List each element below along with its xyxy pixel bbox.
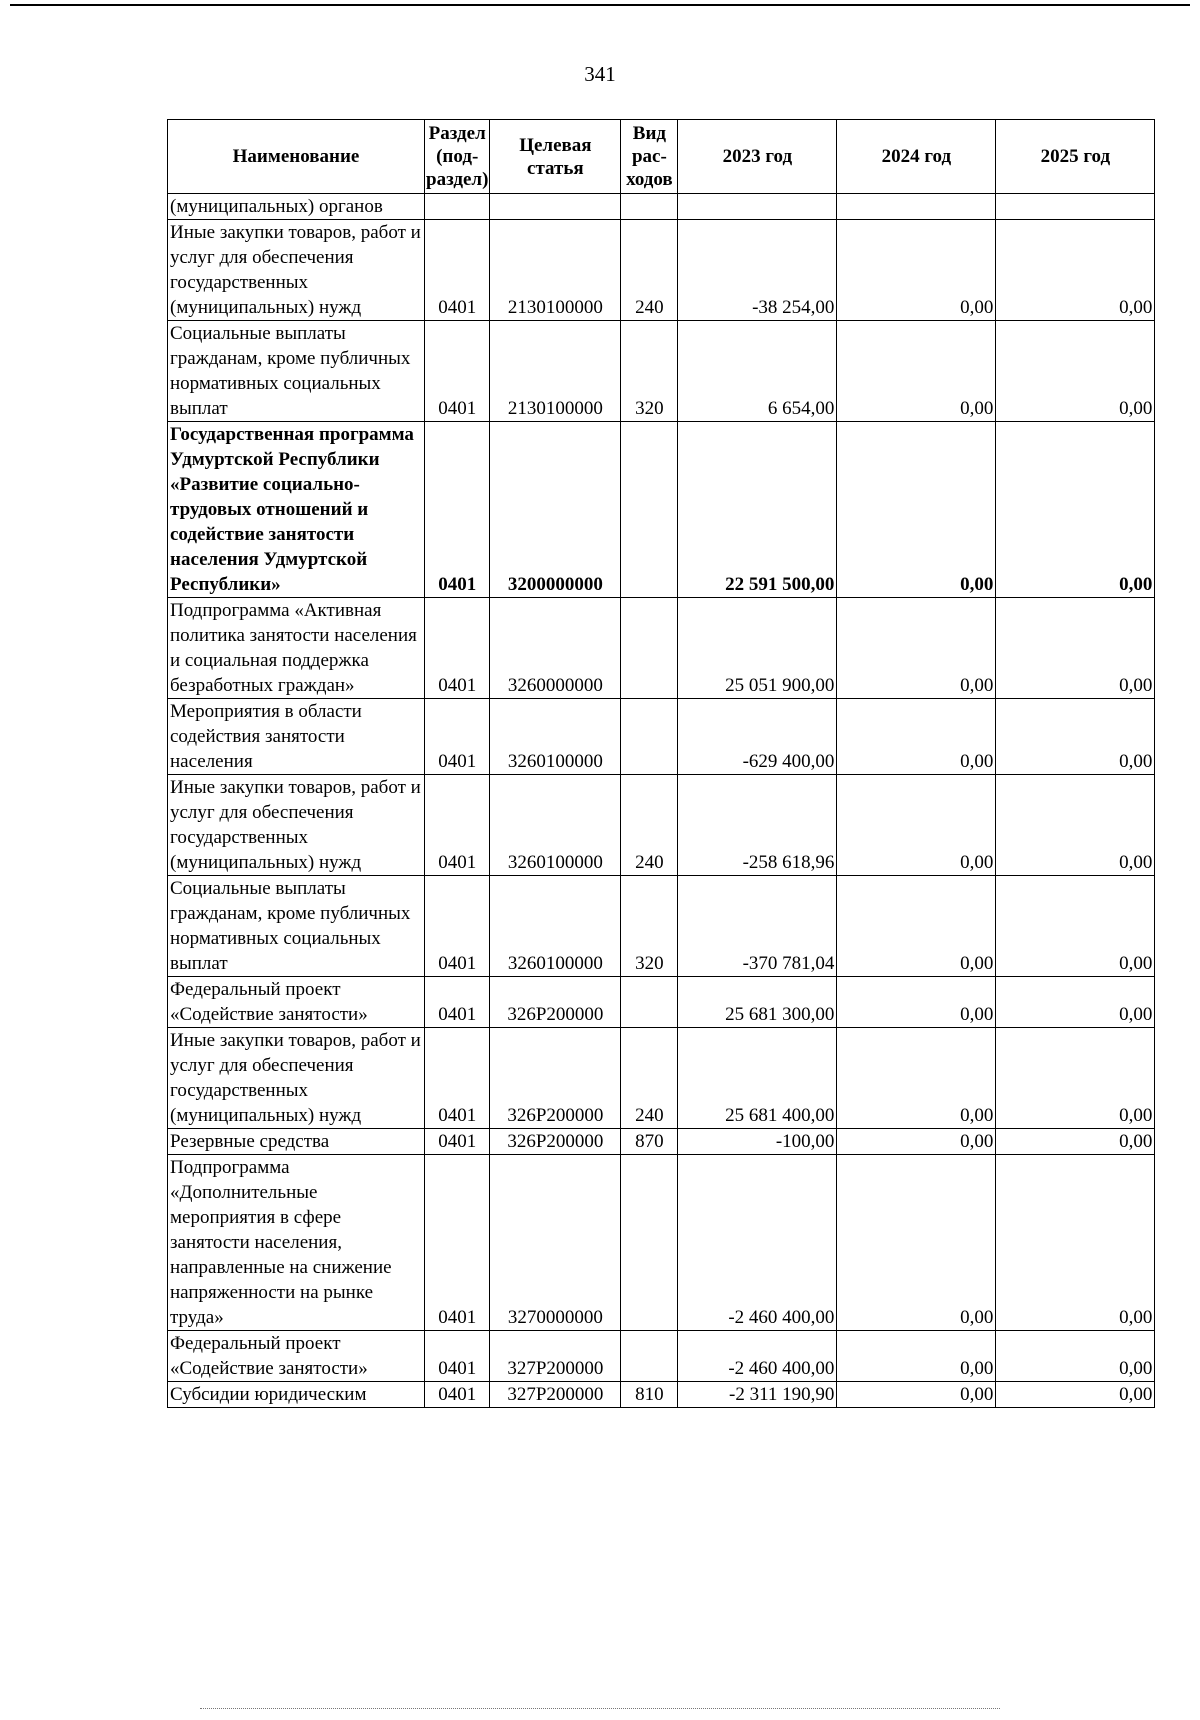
table-body [168,194,1155,1408]
table-row [168,220,1155,321]
cell-section: 0401 [425,876,490,977]
cell-2023: -2 460 400,00 [678,1331,837,1382]
table-row [168,1331,1155,1382]
table-row [168,422,1155,598]
cell-2024: 0,00 [837,1382,996,1408]
cell-section: 0401 [425,321,490,422]
cell-target: 3200000000 [490,422,621,598]
cell-2024: 0,00 [837,1155,996,1331]
cell-2023: -2 311 190,90 [678,1382,837,1408]
header-2024: 2024 год [837,120,996,194]
cell-2024: 0,00 [837,321,996,422]
cell-2023: -38 254,00 [678,220,837,321]
cell-2024: 0,00 [837,598,996,699]
table-row [168,1028,1155,1129]
cell-target: 3260000000 [490,598,621,699]
cell-kind: 870 [621,1129,678,1155]
cell-2023: -100,00 [678,1129,837,1155]
cell-target: 2130100000 [490,220,621,321]
cell-target: 3260100000 [490,775,621,876]
cell-name: Мероприятия в области содействия занятости населения [168,699,425,775]
cell-2024: 0,00 [837,876,996,977]
table-row [168,1129,1155,1155]
cell-section: 0401 [425,1028,490,1129]
table-row [168,321,1155,422]
cell-2025: 0,00 [996,1382,1155,1408]
cell-section: 0401 [425,598,490,699]
cell-target: 3270000000 [490,1155,621,1331]
cell-name: (муниципальных) органов [168,194,425,220]
cell-kind: 320 [621,321,678,422]
cell-kind: 810 [621,1382,678,1408]
table-row [168,1155,1155,1331]
cell-name: Государственная программа Удмуртской Республики «Развитие социально-трудовых отношений и содействие занятости населения Удмуртской Республики» [168,422,425,598]
budget-table [167,119,1155,1408]
cell-target: 326P200000 [490,977,621,1028]
header-target: Целевая статья [490,120,621,194]
cell-2025 [996,194,1155,220]
table-row [168,1382,1155,1408]
cell-target: 326P200000 [490,1129,621,1155]
cell-name: Подпрограмма «Активная политика занятости населения и социальная поддержка безработных граждан» [168,598,425,699]
cell-kind: 240 [621,1028,678,1129]
table-row [168,977,1155,1028]
cell-section: 0401 [425,699,490,775]
cell-kind [621,1331,678,1382]
cell-2025: 0,00 [996,422,1155,598]
cell-2024: 0,00 [837,1028,996,1129]
cell-2023 [678,194,837,220]
page-number: 341 [584,62,616,86]
cell-name: Иные закупки товаров, работ и услуг для обеспечения государственных (муниципальных) нужд [168,775,425,876]
table-row [168,194,1155,220]
cell-kind [621,1155,678,1331]
cell-2023: -258 618,96 [678,775,837,876]
cell-kind: 240 [621,775,678,876]
header-2025: 2025 год [996,120,1155,194]
cell-section [425,194,490,220]
cell-kind [621,194,678,220]
cell-2025: 0,00 [996,1129,1155,1155]
cell-target: 327P200000 [490,1382,621,1408]
header-name: Наименование [168,120,425,194]
cell-2024: 0,00 [837,1129,996,1155]
cell-kind [621,699,678,775]
cell-2024 [837,194,996,220]
cell-target: 3260100000 [490,699,621,775]
cell-section: 0401 [425,422,490,598]
bottom-scan-line [200,1708,1000,1709]
cell-2023: 25 681 300,00 [678,977,837,1028]
cell-2023: -629 400,00 [678,699,837,775]
cell-name: Субсидии юридическим [168,1382,425,1408]
table-row [168,699,1155,775]
table-header-row [168,120,1155,194]
cell-2025: 0,00 [996,1331,1155,1382]
cell-2025: 0,00 [996,1155,1155,1331]
cell-2025: 0,00 [996,699,1155,775]
header-2023: 2023 год [678,120,837,194]
header-kind: Вид рас-ходов [621,120,678,194]
cell-2023: -370 781,04 [678,876,837,977]
cell-section: 0401 [425,1331,490,1382]
cell-2023: -2 460 400,00 [678,1155,837,1331]
cell-name: Подпрограмма «Дополнительные мероприятия в сфере занятости населения, направленные на снижение напряженности на рынке труда» [168,1155,425,1331]
cell-name: Иные закупки товаров, работ и услуг для обеспечения государственных (муниципальных) нужд [168,220,425,321]
cell-name: Социальные выплаты гражданам, кроме публичных нормативных социальных выплат [168,876,425,977]
cell-section: 0401 [425,977,490,1028]
cell-2025: 0,00 [996,598,1155,699]
cell-2025: 0,00 [996,775,1155,876]
cell-2025: 0,00 [996,876,1155,977]
cell-kind [621,422,678,598]
cell-name: Иные закупки товаров, работ и услуг для обеспечения государственных (муниципальных) нужд [168,1028,425,1129]
cell-2025: 0,00 [996,977,1155,1028]
cell-name: Резервные средства [168,1129,425,1155]
cell-2023: 25 681 400,00 [678,1028,837,1129]
cell-target: 327P200000 [490,1331,621,1382]
cell-2024: 0,00 [837,977,996,1028]
cell-2024: 0,00 [837,220,996,321]
cell-target [490,194,621,220]
cell-2024: 0,00 [837,1331,996,1382]
table-row [168,775,1155,876]
header-section: Раздел (под-раздел) [425,120,490,194]
cell-target: 2130100000 [490,321,621,422]
cell-2024: 0,00 [837,422,996,598]
cell-name: Федеральный проект «Содействие занятости» [168,1331,425,1382]
cell-section: 0401 [425,1155,490,1331]
cell-section: 0401 [425,775,490,876]
cell-2023: 25 051 900,00 [678,598,837,699]
cell-2024: 0,00 [837,699,996,775]
cell-target: 326P200000 [490,1028,621,1129]
cell-2024: 0,00 [837,775,996,876]
cell-section: 0401 [425,220,490,321]
table-row [168,876,1155,977]
cell-kind: 240 [621,220,678,321]
cell-2025: 0,00 [996,220,1155,321]
cell-name: Федеральный проект «Содействие занятости» [168,977,425,1028]
cell-2025: 0,00 [996,1028,1155,1129]
cell-kind [621,598,678,699]
cell-2023: 22 591 500,00 [678,422,837,598]
top-border-line [10,4,1190,6]
cell-name: Социальные выплаты гражданам, кроме публичных нормативных социальных выплат [168,321,425,422]
cell-2025: 0,00 [996,321,1155,422]
cell-kind [621,977,678,1028]
cell-2023: 6 654,00 [678,321,837,422]
cell-section: 0401 [425,1382,490,1408]
table-row [168,598,1155,699]
cell-section: 0401 [425,1129,490,1155]
cell-kind: 320 [621,876,678,977]
cell-target: 3260100000 [490,876,621,977]
